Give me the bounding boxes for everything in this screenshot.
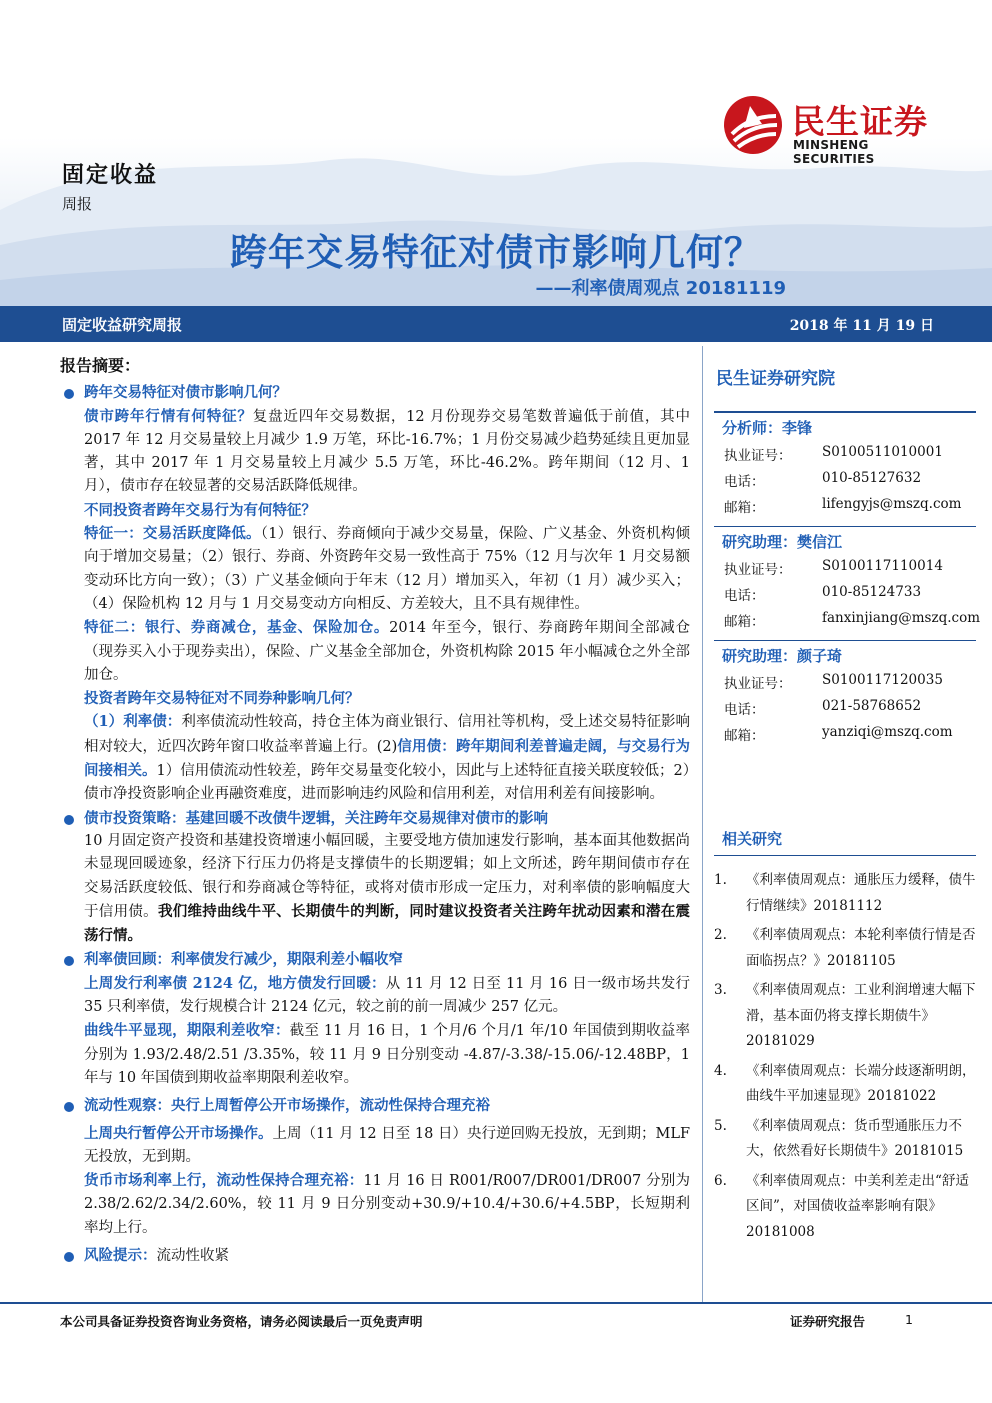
related-research-item[interactable]: 1. 《利率债周观点：通胀压力缓释，债牛行情继续》20181112 xyxy=(714,872,976,914)
risk-label: 风险提示： xyxy=(84,1246,157,1264)
summary-heading: 报告摘要： xyxy=(60,356,141,375)
analyst-title: 研究助理：樊信江 xyxy=(722,533,843,551)
paragraph: 曲线牛平显现，期限利差收窄：截至 11 月 16 日，1 个月/6 个月/1 年/10 年国债到期收益率分别为 1.93/2.48/2.51 /3.35%，较 11 月 9 日分别变动 -4.87/-3.38/-15.06/-12.48BP，1 年与 10 年国债到期收益率期限利差收窄。 xyxy=(84,1022,690,1086)
column-divider xyxy=(702,346,703,1302)
minsheng-logo-icon xyxy=(722,94,784,156)
banner-date: 2018 年 11 月 19 日 xyxy=(789,318,934,334)
analyst-row: 邮箱： lifengyjs@mszq.com xyxy=(724,496,962,516)
analyst-row: 邮箱： fanxinjiang@mszq.com xyxy=(724,610,981,630)
analyst-title: 分析师：李锋 xyxy=(722,419,813,437)
summary-bullet xyxy=(60,807,690,949)
analyst-block xyxy=(714,417,976,522)
analyst-row: 执业证号： S0100117120035 xyxy=(724,672,943,692)
related-research-item[interactable]: 3. 《利率债周观点：工业利润增速大幅下滑，基本面仍将支撑长期债牛》20181029 xyxy=(714,982,976,1049)
analyst-block xyxy=(714,531,981,636)
bullet-icon xyxy=(64,956,74,966)
summary-bullet xyxy=(60,948,690,1090)
divider xyxy=(714,526,976,527)
divider xyxy=(714,640,976,641)
report-type: 周报 xyxy=(62,195,93,213)
bullet-heading: 利率债回顾：利率债发行减少，期限利差小幅收窄 xyxy=(84,951,403,969)
institute-name: 民生证券研究院 xyxy=(716,369,835,389)
paragraph: 特征二：银行、券商减仓，基金、保险加仓。2014 年至今，银行、券商跨年期间全部减仓（现券买入小于现券卖出），保险、广义基金全部加仓，外资机构除 2015 年小幅减仓之外全部加仓。 xyxy=(84,619,690,683)
title-banner xyxy=(0,306,992,342)
related-research-item[interactable]: 4. 《利率债周观点：长端分歧逐渐明朗，曲线牛平加速显现》20181022 xyxy=(714,1062,976,1104)
email-link[interactable]: fanxinjiang@mszq.com xyxy=(822,610,981,626)
question-heading: 不同投资者跨年交易行为有何特征？ xyxy=(84,501,316,519)
bullet-icon xyxy=(64,815,74,825)
analyst-row: 电话： 010-85127632 xyxy=(724,470,922,490)
analyst-row: 电话： 010-85124733 xyxy=(724,584,922,604)
related-research-item[interactable]: 6. 《利率债周观点：中美利差走出“舒适区间”，对国债收益率影响有限》20181008 xyxy=(714,1172,969,1240)
footer-report-type: 证券研究报告 xyxy=(790,1314,866,1329)
paragraph: 上周发行利率债 2124 亿，地方债发行回暖：从 11 月 12 日至 11 月 16 日一级市场共发行 35 只利率债，发行规模合计 2124 亿元，较之前的前一周减少 257 亿元。 xyxy=(84,974,690,1016)
divider xyxy=(714,411,976,413)
minsheng-logo xyxy=(722,94,952,166)
bullet-icon xyxy=(64,1252,74,1262)
page-number: 1 xyxy=(905,1312,913,1327)
summary-bullet xyxy=(60,381,690,806)
divider xyxy=(714,855,976,856)
brand-name-cn: 民生证券 xyxy=(792,102,928,141)
summary-bullet xyxy=(60,1094,690,1240)
paragraph: 货币市场利率上行，流动性保持合理充裕：11 月 16 日 R001/R007/DR001/DR007 分别为 2.38/2.62/2.34/2.60%，较 11 月 9 日分别变动+30.9/+10.4/+30.6/+4.5BP，长短期利率均上行。 xyxy=(84,1172,691,1236)
paragraph: 债市跨年行情有何特征？复盘近四年交易数据，12 月份现券交易笔数普遍低于前值，其中 2017 年 12 月交易量较上月减少 1.9 万笔，环比-16.7%；1 月份交易减少趋势延续且更加显著，其中 2017 年 1 月交易量较上月减少 5.5 万笔，环比-46.2%。跨年期间（12 月、1 月），债市存在较显著的交易活跃降低规律。 xyxy=(84,407,690,495)
paragraph: 上周央行暂停公开市场操作。上周（11 月 12 日至 18 日）央行逆回购无投放，无到期；MLF 无投放，无到期。 xyxy=(84,1124,691,1165)
summary-column xyxy=(60,354,690,1268)
section-label: 固定收益 xyxy=(62,163,159,188)
bullet-heading: 债市投资策略：基建回暖不改债牛逻辑，关注跨年交易规律对债市的影响 xyxy=(84,809,548,827)
related-research-title: 相关研究 xyxy=(722,830,783,848)
footer-disclaimer: 本公司具备证券投资咨询业务资格，请务必阅读最后一页免责声明 xyxy=(60,1314,423,1329)
related-research-item[interactable]: 5. 《利率债周观点：货币型通胀压力不大，依然看好长期债牛》20181015 xyxy=(714,1117,964,1159)
footer-divider xyxy=(0,1302,992,1304)
report-title: 跨年交易特征对债市影响几何？ xyxy=(230,231,762,274)
analyst-block xyxy=(714,645,976,750)
bullet-icon xyxy=(64,389,74,399)
bullet-icon xyxy=(64,1102,74,1112)
sidebar xyxy=(714,354,981,1249)
analyst-row: 电话： 021-58768652 xyxy=(724,698,922,718)
summary-bullet xyxy=(60,1244,690,1268)
bullet-heading: 跨年交易特征对债市影响几何？ xyxy=(84,384,287,402)
paragraph: （1）利率债：利率债流动性较高，持仓主体为商业银行、信用社等机构，受上述交易特征影响相对较大，近四次跨年窗口收益率普遍上行。(2)信用债：跨年期间利差普遍走阔，与交易行为间接相关。1）信用债流动性较差，跨年交易量变化较小，因此与上述特征直接关联度较低；2）债市净投资影响企业再融资难度，进而影响违约风险和信用利差，对信用利差有间接影响。 xyxy=(84,713,691,803)
email-link[interactable]: yanziqi@mszq.com xyxy=(822,724,953,740)
related-research-item[interactable]: 2. 《利率债周观点：本轮利率债行情是否面临拐点？》20181105 xyxy=(714,927,976,969)
risk-text: 流动性收紧 xyxy=(156,1247,229,1264)
analyst-row: 邮箱： yanziqi@mszq.com xyxy=(724,724,953,744)
question-heading: 投资者跨年交易特征对不同券种影响几何？ xyxy=(84,690,360,708)
brand-name-en: MINSHENG SECURITIES xyxy=(793,138,875,166)
email-link[interactable]: lifengyjs@mszq.com xyxy=(822,496,962,512)
report-subtitle: ——利率债周观点 20181119 xyxy=(535,278,786,299)
paragraph: 特征一：交易活跃度降低。（1）银行、券商倾向于减少交易量，保险、广义基金、外资机构倾向于增加交易量；（2）银行、券商、外资跨年交易一致性高于 75%（12 月与次年 1 月交易额变动环比方向一致）；（3）广义基金倾向于年末（12 月）增加买入，年初（1 月）减少买入；（4）保险机构 12 月与 1 月交易变动方向相反、方差较大，且不具有规律性。 xyxy=(84,525,691,612)
analyst-row: 执业证号： S0100117110014 xyxy=(724,558,943,578)
banner-report-series: 固定收益研究周报 xyxy=(62,316,183,334)
paragraph: 10 月固定资产投资和基建投资增速小幅回暖，主要受地方债加速发行影响，基本面其他数据尚未显现回暖迹象，经济下行压力仍将是支撑债牛的长期逻辑；如上文所述，跨年期间债市存在交易活跃度较低、银行和券商减仓等特征，或将对债市形成一定压力，对利率债的影响幅度大于信用债。我们维持曲线牛平、长期债牛的判断，同时建议投资者关注跨年扰动因素和潜在震荡行情。 xyxy=(84,832,690,945)
analyst-row: 执业证号： S0100511010001 xyxy=(724,444,943,464)
bullet-heading: 流动性观察：央行上周暂停公开市场操作，流动性保持合理充裕 xyxy=(84,1097,490,1115)
analyst-title: 研究助理：颜子琦 xyxy=(722,647,843,665)
